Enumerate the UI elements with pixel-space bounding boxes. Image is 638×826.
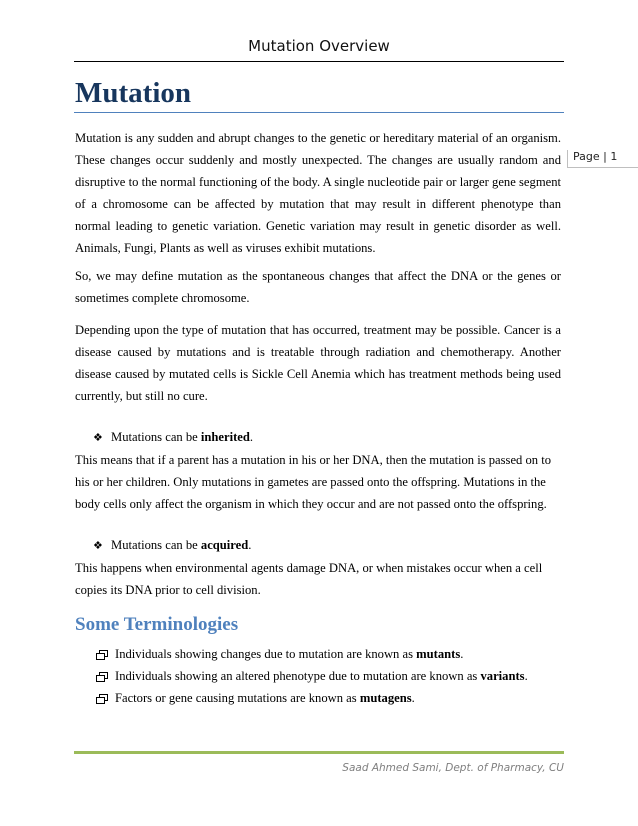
bullet-keyword: acquired bbox=[200, 538, 249, 552]
bullet-keyword: inherited bbox=[200, 430, 250, 444]
window-bullet-icon bbox=[96, 672, 107, 681]
paragraph-treatment: Depending upon the type of mutation that has occurred, treatment may be possible. Cancer is a disease caused by mutations and is treatable through radiation and chemotherapy. Another disease caused by mutated cells is Sickle Cell Anemia which has treatment methods being used currently, but still no cure. bbox=[75, 323, 561, 403]
header-divider bbox=[74, 61, 564, 62]
terminology-list bbox=[96, 643, 528, 709]
inherited-explanation: This means that if a parent has a mutation in his or her DNA, then the mutation is passed on to his or her children. Only mutations in gametes are passed onto the offspring. Mutations in the body cells only affect the organism in which they occur and are not passed onto the offspring. bbox=[75, 453, 552, 511]
bullet-inherited bbox=[93, 426, 253, 449]
diamond-bullet-icon: ❖ bbox=[93, 432, 103, 444]
list-item bbox=[96, 687, 528, 709]
acquired-explanation: This happens when environmental agents damage DNA, or when mistakes occur when a cell copies its DNA prior to cell division. bbox=[75, 561, 543, 597]
term-keyword: mutants bbox=[416, 647, 461, 661]
window-bullet-icon bbox=[96, 694, 107, 703]
bullet-text: Mutations can be bbox=[111, 538, 201, 552]
term-punct: . bbox=[460, 647, 464, 661]
page-number-label: Page | 1 bbox=[567, 150, 638, 168]
bullet-text: Mutations can be bbox=[111, 430, 201, 444]
footer-author: Saad Ahmed Sami, Dept. of Pharmacy, CU bbox=[342, 762, 564, 774]
term-keyword: variants bbox=[480, 669, 525, 683]
term-punct: . bbox=[524, 669, 528, 683]
header-title: Mutation Overview bbox=[248, 37, 390, 55]
section-title: Some Terminologies bbox=[75, 614, 239, 635]
term-punct: . bbox=[411, 691, 415, 705]
footer-divider bbox=[74, 751, 564, 754]
list-item bbox=[96, 665, 528, 687]
diamond-bullet-icon: ❖ bbox=[93, 540, 103, 552]
bullet-punct: . bbox=[248, 538, 252, 552]
window-bullet-icon bbox=[96, 650, 107, 659]
term-text: Individuals showing changes due to mutation are known as bbox=[115, 647, 417, 661]
term-text: Individuals showing an altered phenotype due to mutation are known as bbox=[115, 669, 481, 683]
paragraph-definition: Mutation is any sudden and abrupt changes to the genetic or hereditary material of an organism. These changes occur suddenly and mostly unexpected. The changes are usually random and disruptive to the normal functioning of the body. A single nucleotide pair or larger gene segment of a chromosome can be affected by mutation that may result in different phenotype than normal leading to genetic variation. Genetic variation may result in genetic disorder as well. Animals, Fungi, Plants as well as viruses exhibit mutations. bbox=[75, 131, 561, 255]
term-keyword: mutagens bbox=[359, 691, 412, 705]
document-title: Mutation bbox=[75, 77, 191, 109]
bullet-punct: . bbox=[249, 430, 254, 444]
term-text: Factors or gene causing mutations are known as bbox=[115, 691, 360, 705]
list-item bbox=[96, 643, 528, 665]
bullet-acquired bbox=[93, 534, 251, 557]
title-underline bbox=[74, 112, 564, 113]
paragraph-summary: So, we may define mutation as the spontaneous changes that affect the DNA or the genes or sometimes complete chromosome. bbox=[75, 269, 561, 305]
